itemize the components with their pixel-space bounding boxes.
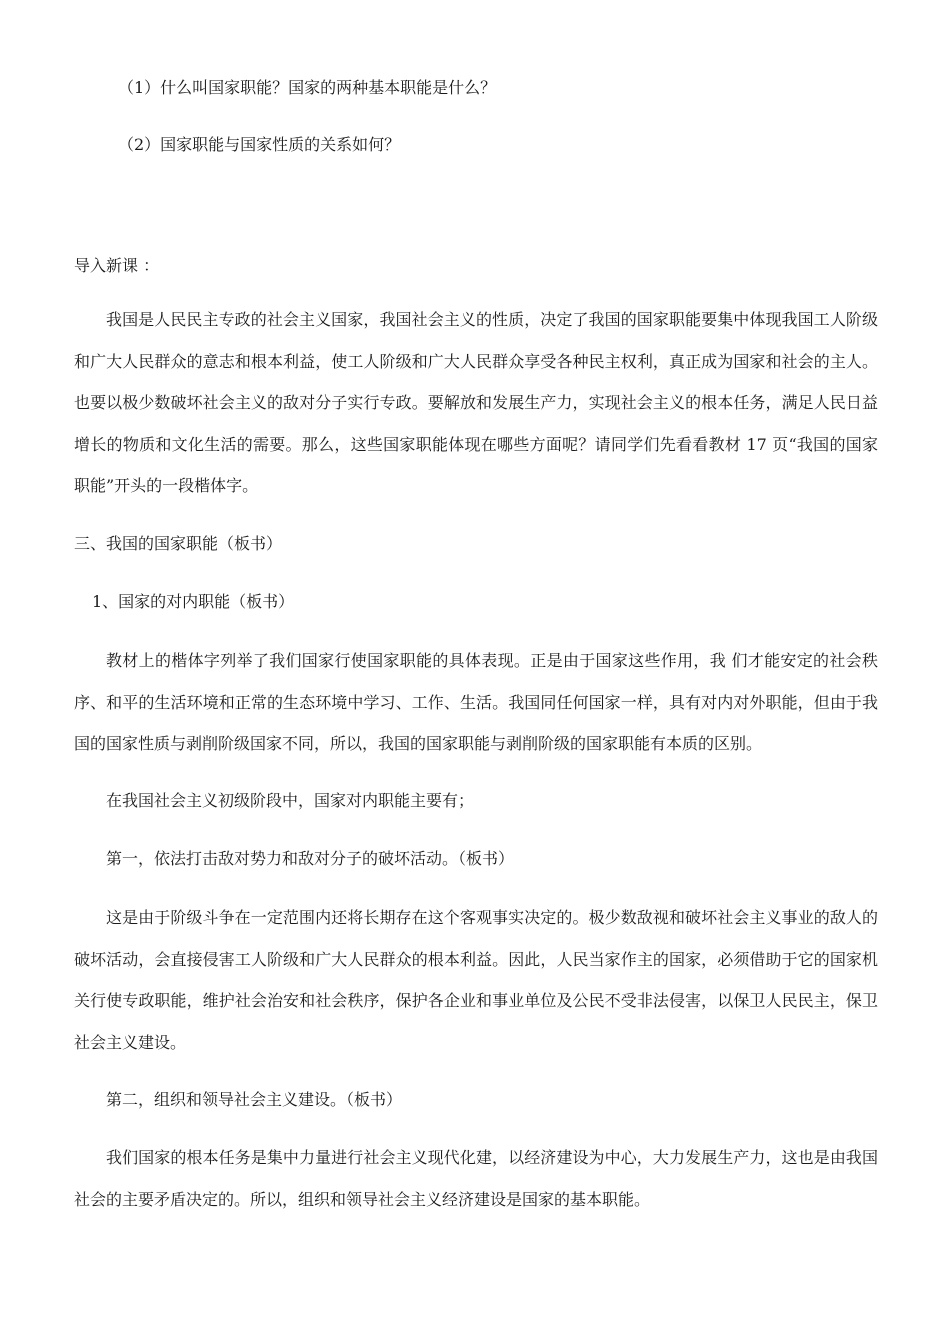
- intro-heading: 导入新课 ：: [74, 256, 160, 275]
- subsection-heading: 1、国家的对内职能（板书）: [92, 592, 295, 611]
- section-heading: 三、我国的国家职能（板书）: [74, 534, 283, 553]
- point-one-explanation: 这是由于阶级斗争在一定范围内还将长期存在这个客观事实决定的。极少数敌视和破坏社会主义事业的敌人的破坏活动，会直接侵害工人阶级和广大人民群众的根本利益。因此，人民当家作主的国家，必须借助于它的国家机关行使专政职能，维护社会治安和社会秩序，保护各企业和事业单位及公民不受非法侵害，以保卫人民民主，保卫社会主义建设。: [74, 908, 878, 1052]
- textbook-paragraph: 教材上的楷体字列举了我们国家行使国家职能的具体表现。正是由于国家这些作用，我 们才能安定的社会秩序、和平的生活环境和正常的生态环境中学习、工作、生活。我国同任何国家一样，具有对内对外职能，但由于我国的国家性质与剥削阶级国家不同，所以，我国的国家职能与剥削阶级的国家职能有本质的区别。: [74, 651, 878, 753]
- internal-functions-intro: 在我国社会主义初级阶段中，国家对内职能主要有；: [106, 791, 475, 810]
- intro-paragraph: 我国是人民民主专政的社会主义国家，我国社会主义的性质，决定了我国的国家职能要集中体现我国工人阶级和广大人民群众的意志和根本利益，使工人阶级和广大人民群众享受各种民主权利，真正成为国家和社会的主人。也要以极少数破坏社会主义的敌对分子实行专政。要解放和发展生产力，实现社会主义的根本任务，满足人民日益增长的物质和文化生活的需要。那么，这些国家职能体现在哪些方面呢？请同学们先看看教材 17 页“我国的国家职能”开头的一段楷体字。: [74, 310, 878, 495]
- point-two-explanation: 我们国家的根本任务是集中力量进行社会主义现代化建，以经济建设为中心，大力发展生产力，这也是由我国社会的主要矛盾决定的。所以，组织和领导社会主义经济建设是国家的基本职能。: [74, 1148, 878, 1209]
- point-two-heading: 第二，组织和领导社会主义建设。（板书）: [106, 1090, 403, 1109]
- review-question-1: （1）什么叫国家职能？国家的两种基本职能是什么？: [118, 78, 497, 97]
- point-one-heading: 第一，依法打击敌对势力和敌对分子的破坏活动。（板书）: [106, 849, 515, 868]
- review-question-2: （2）国家职能与国家性质的关系如何？: [118, 135, 401, 154]
